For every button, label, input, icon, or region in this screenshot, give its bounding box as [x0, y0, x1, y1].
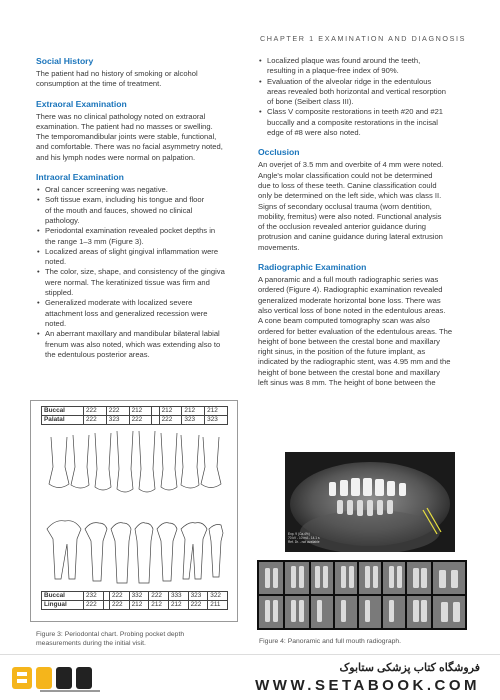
table-cell: 323: [188, 592, 208, 601]
panoramic-exposure-info: Exp. 9 (Ca-4%) 70 kV - 10 mA - 14.1 s Ref. Dr. - not available: [288, 532, 320, 544]
line: and comfortable. There was no facial asymmetry noted,: [36, 142, 223, 152]
line: and his lymph nodes were normal on palpation.: [36, 152, 196, 162]
table-row: [42, 416, 228, 425]
section-heading-intraoral: Intraoral Examination: [36, 172, 124, 183]
list-item: • Oral cancer screening was negative.: [36, 185, 249, 195]
table-cell: 332: [129, 592, 149, 601]
table-cell: [152, 407, 159, 416]
table-cell: 211: [208, 601, 228, 610]
intraoral-list: [36, 185, 249, 360]
table-cell: 222: [188, 601, 208, 610]
table-cell: 212: [168, 601, 188, 610]
table-cell: 212: [129, 601, 149, 610]
table-cell: 222: [109, 601, 129, 610]
figure-3-caption: Figure 3: Periodontal chart. Probing pocket depth measurements during the initial visit.: [36, 631, 185, 647]
row-label: Lingual: [42, 601, 84, 610]
radiographic-text: A panoramic and a full mouth radiographic series was ordered (Figure 4). Radiographic examination revealed generalized moderate horizontal bone loss. There was also vertical loss of bone noted in the edentulous areas. A cone beam computed tomography scan was also ordered for better evaluation of the edentulous areas. The height of bone between the crestal bone and maxillary right sinus, in the position of the future implant, as indicated by the radiographic stent, was 4.95 mm and the height of bone between the crestal bone and maxillary left sinus was 8 mm. The height of bone between the: [258, 275, 453, 388]
table-row: [42, 407, 228, 416]
table-cell: 222: [84, 416, 107, 425]
line: The temporomandibular joints were stable, functional,: [36, 132, 217, 142]
table-cell: 222: [159, 416, 182, 425]
section-heading-social-history: Social History: [36, 56, 94, 66]
table-cell: 323: [205, 416, 228, 425]
list-item: • Localized areas of slight gingival inflammation were noted.: [36, 247, 249, 268]
table-cell: 222: [84, 601, 104, 610]
table-cell: 222: [106, 407, 129, 416]
social-history-text: [36, 69, 249, 90]
line: There was no clinical pathology noted on extraoral: [36, 111, 206, 121]
list-item: • An aberrant maxillary and mandibular bilateral labial frenum was also noted, which was extending also to the edentulous posterior areas.: [36, 329, 249, 360]
extraoral-text: [36, 112, 249, 163]
table-cell: 212: [149, 601, 169, 610]
panoramic-radiograph: [285, 452, 455, 552]
table-cell: 212: [182, 407, 205, 416]
line: consumption at the time of treatment.: [36, 79, 162, 89]
list-item: • The color, size, shape, and consistency of the gingiva were normal. The keratinized tissue was firm and stippled.: [36, 267, 249, 298]
line: examination. The patient had no masses or swelling.: [36, 121, 213, 131]
shop-url[interactable]: WWW.SETABOOK.COM: [255, 677, 480, 694]
table-cell: 323: [106, 416, 129, 425]
table-cell: 222: [109, 592, 129, 601]
occlusion-text: An overjet of 3.5 mm and overbite of 4 mm were noted. Angle's molar classification could not be determined due to loss of these teeth. Canine classification could only be determined on the left side, which was class II. Signs of secondary occlusal trauma (worn dentition, mobility, fremitus) were also noted. Functional analysis of the occlusion revealed anterior guidance during protrusion and canine guidance during lateral extrusion movements.: [258, 160, 444, 252]
setabook-logo-icon: [10, 663, 110, 695]
section-heading-occlusion: Occlusion: [258, 147, 300, 158]
table-cell: 212: [129, 407, 152, 416]
fmx-xray-grid: [257, 560, 467, 630]
list-item: • Periodontal examination revealed pocket depths in the range 1–3 mm (Figure 3).: [36, 226, 249, 247]
running-head: CHAPTER 1 EXAMINATION AND DIAGNOSIS: [259, 34, 466, 43]
row-label: Palatal: [42, 416, 84, 425]
left-column: [36, 56, 249, 369]
full-mouth-radiograph-series: [257, 560, 467, 630]
list-item: • Localized plaque was found around the teeth, resulting in a plaque-free index of 90%.: [258, 56, 471, 77]
section-heading-radiographic: Radiographic Examination: [258, 262, 367, 273]
shop-name: فروشگاه کتاب پزشکی ستابوک: [339, 662, 480, 674]
section-heading-extraoral: Extraoral Examination: [36, 98, 127, 109]
list-item: • Soft tissue exam, including his tongue and floor of the mouth and fauces, showed no clinical pathology.: [36, 195, 249, 226]
figure-4-caption: Figure 4: Panoramic and full mouth radiograph.: [259, 638, 402, 645]
table-cell: 222: [84, 407, 107, 416]
table-cell: 222: [129, 416, 152, 425]
table-row: [42, 592, 228, 601]
publisher-banner: [0, 654, 500, 700]
table-cell: [152, 416, 159, 425]
setabook-logo: [10, 663, 110, 695]
table-cell: 212: [205, 407, 228, 416]
list-item: • Generalized moderate with localized severe attachment loss and generalized recession were noted.: [36, 298, 249, 329]
table-cell: 322: [208, 592, 228, 601]
row-label: Buccal: [42, 407, 84, 416]
figure-4-radiographs: [257, 452, 467, 632]
intraoral-list-continued: [258, 56, 471, 138]
line: The patient had no history of smoking or alcohol: [36, 69, 198, 78]
table-cell: 333: [168, 592, 188, 601]
figure-3-periodontal-chart: [30, 400, 238, 622]
perio-table-lower: [41, 591, 228, 610]
table-cell: 212: [159, 407, 182, 416]
list-item: • Class V composite restorations in teeth #20 and #21 buccally and a composite restorations in the incisal edge of #8 were also noted.: [258, 107, 471, 138]
table-cell: 232: [84, 592, 104, 601]
table-row: [42, 601, 228, 610]
right-column: [258, 56, 471, 397]
row-label: Buccal: [42, 592, 84, 601]
tooth-diagram: [45, 429, 225, 587]
perio-table-upper: [41, 406, 228, 425]
table-cell: 222: [149, 592, 169, 601]
list-item: • Evaluation of the alveolar ridge in the edentulous areas revealed both horizontal and vertical resorption of bone (Seibert class III).: [258, 77, 471, 108]
table-cell: 323: [182, 416, 205, 425]
